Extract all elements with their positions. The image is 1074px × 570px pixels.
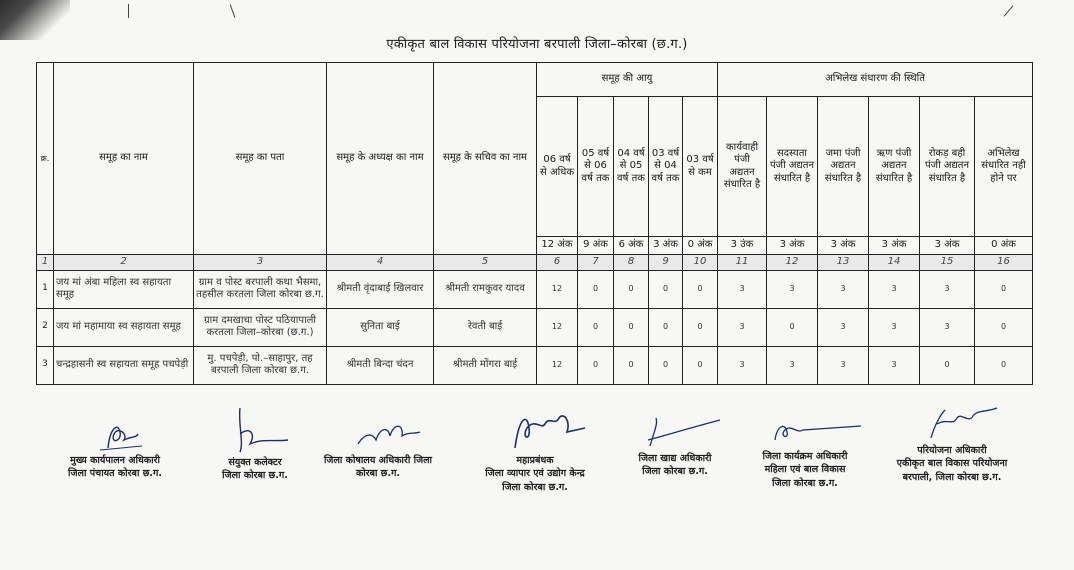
row-value: 3 (869, 308, 920, 346)
row-sn: 2 (37, 308, 54, 346)
signature-title: जिला कोषालय अधिकारी जिला (323, 455, 433, 466)
row-secretary: श्रीमती मोंगरा बाई (434, 346, 537, 384)
marks-cell: 12 अंक (537, 237, 578, 255)
row-value: 0 (614, 270, 649, 308)
signature-office: जिला कोरबा छ.ग. (642, 466, 708, 478)
row-value: 3 (718, 308, 767, 346)
handwritten-signature (328, 414, 428, 454)
row-president: श्रीमती वृंदाबाई खिलवार (327, 270, 434, 308)
index-cell: 14 (869, 255, 920, 271)
row-value: 3 (767, 346, 818, 384)
row-value: 12 (537, 346, 578, 384)
signature-general-manager (460, 408, 610, 494)
marks-cell: 9 अंक (578, 237, 614, 255)
signature-food-officer (610, 412, 740, 479)
row-value: 3 (818, 346, 869, 384)
signature-office: जिला व्यापार एवं उद्योग केन्द्र (485, 468, 585, 480)
marks-cell: 0 अंक (975, 237, 1033, 255)
row-group-name: चन्द्रहासनी स्व सहायता समूह पचपेड़ी (54, 346, 194, 384)
signature-title: जिला कार्यक्रम अधिकारी (762, 451, 848, 462)
row-secretary: रेवती बाई (434, 308, 537, 346)
header-record-col: अभिलेख संधारित नही होने पर (975, 97, 1033, 237)
signature-office: जिला पंचायत कोरबा छ.ग. (68, 468, 162, 480)
signature-title: महाप्रबंधक (516, 455, 554, 466)
signature-office: कोरबा छ.ग. (355, 468, 401, 480)
row-value: 0 (767, 308, 818, 346)
index-cell: 6 (537, 255, 578, 271)
handwritten-signature (620, 412, 730, 452)
row-value: 0 (975, 308, 1033, 346)
row-value: 0 (683, 270, 718, 308)
edge-mark (1004, 5, 1014, 16)
index-cell: 7 (578, 255, 614, 271)
row-value: 0 (975, 270, 1033, 308)
row-value: 0 (683, 308, 718, 346)
edge-mark (128, 4, 129, 18)
edge-mark (230, 4, 236, 17)
header-age-col: 05 वर्ष से 06 वर्ष तक (578, 97, 614, 237)
row-value: 12 (537, 308, 578, 346)
signature-district: जिला कोरबा छ.ग. (772, 477, 838, 489)
header-age-col: 03 वर्ष से कम (683, 97, 718, 237)
row-value: 0 (649, 270, 683, 308)
row-value: 0 (649, 346, 683, 384)
header-record-status: अभिलेख संधारण की स्थिति (718, 63, 1033, 97)
index-cell: 4 (327, 255, 434, 271)
header-record-col: ऋण पंजी अद्यतन संधारित है (869, 97, 920, 237)
header-record-col: जमा पंजी अद्यतन संधारित है (818, 97, 869, 237)
row-value: 0 (649, 308, 683, 346)
self-help-group-table (36, 62, 1033, 385)
handwritten-signature (475, 408, 595, 454)
row-value: 12 (537, 270, 578, 308)
index-cell: 10 (683, 255, 718, 271)
handwritten-signature (210, 404, 300, 456)
row-value: 3 (718, 346, 767, 384)
signature-district: बरपाली, जिला कोरबा छ.ग. (902, 471, 1002, 483)
signature-block (40, 398, 1040, 508)
row-president: सुनिता बाई (327, 308, 434, 346)
header-record-col: रोकड़ बही पंजी अद्यतन संधारित है (920, 97, 975, 237)
row-value: 0 (614, 308, 649, 346)
index-cell: 15 (920, 255, 975, 271)
header-sn: क्र. (37, 63, 54, 255)
index-cell: 13 (818, 255, 869, 271)
signature-title: मुख्य कार्यपालन अधिकारी (70, 455, 160, 466)
signature-title: संयुक्त कलेक्टर (228, 457, 282, 468)
handwritten-signature (80, 418, 150, 454)
row-value: 3 (718, 270, 767, 308)
row-value: 0 (578, 308, 614, 346)
header-president: समूह के अध्यक्ष का नाम (327, 63, 434, 255)
marks-cell: 3 अंक (869, 237, 920, 255)
row-value: 3 (818, 270, 869, 308)
row-value: 0 (975, 346, 1033, 384)
header-record-col: कार्यवाही पंजी अद्यतन संधारित है (718, 97, 767, 237)
row-value: 0 (614, 346, 649, 384)
header-age-col: 04 वर्ष से 05 वर्ष तक (614, 97, 649, 237)
index-cell: 11 (718, 255, 767, 271)
marks-cell: 6 अंक (614, 237, 649, 255)
signature-title: जिला खाद्य अधिकारी (638, 453, 712, 464)
header-age-col: 03 वर्ष से 04 वर्ष तक (649, 97, 683, 237)
index-cell: 5 (434, 255, 537, 271)
index-cell: 1 (37, 255, 54, 271)
document-title: एकीकृत बाल विकास परियोजना बरपाली जिला–कोरबा (छ.ग.) (386, 37, 688, 52)
signature-title: परियोजना अधिकारी (917, 445, 987, 456)
row-value: 0 (578, 270, 614, 308)
row-sn: 1 (37, 270, 54, 308)
row-group-address: मु. पचपेड़ी, पो.–साहापुर, तह बरपाली जिला कोरबा छ.ग. (194, 346, 327, 384)
row-group-name: जय मां महामाया स्व सहायता समूह (54, 308, 194, 346)
row-value: 3 (767, 270, 818, 308)
signature-joint-collector (195, 404, 315, 483)
row-secretary: श्रीमती रामकुवर यादव (434, 270, 537, 308)
row-value: 0 (920, 346, 975, 384)
signature-office: महिला एवं बाल विकास (764, 464, 846, 476)
signature-project-officer (872, 404, 1032, 484)
index-cell: 8 (614, 255, 649, 271)
row-sn: 3 (37, 346, 54, 384)
row-president: श्रीमती बिन्दा चंदन (327, 346, 434, 384)
marks-cell: 3 अंक (649, 237, 683, 255)
marks-cell: 0 अंक (683, 237, 718, 255)
column-index-row (37, 255, 1033, 271)
marks-cell: 3 अंक (920, 237, 975, 255)
marks-cell: 3 उंक (718, 237, 767, 255)
signature-office: जिला कोरबा छ.ग. (222, 470, 288, 482)
index-cell: 12 (767, 255, 818, 271)
index-cell: 9 (649, 255, 683, 271)
signature-district: जिला कोरबा छ.ग. (502, 481, 568, 493)
row-group-address: ग्राम दमखाचा पोस्ट पठियापाली करतला जिला–कोरबा (छ.ग.) (194, 308, 327, 346)
index-cell: 16 (975, 255, 1033, 271)
signature-district-program-officer (730, 410, 880, 490)
marks-cell: 3 अंक (767, 237, 818, 255)
header-record-col: सदस्यता पंजी अद्यतन संधारित है (767, 97, 818, 237)
row-value: 3 (818, 308, 869, 346)
table-row (37, 308, 1033, 346)
row-value: 3 (869, 270, 920, 308)
row-value: 0 (683, 346, 718, 384)
table-row (37, 346, 1033, 384)
row-value: 3 (920, 270, 975, 308)
row-group-name: जय मां अंबा महिला स्व सहायता समूह (54, 270, 194, 308)
header-age-col: 06 वर्ष से अधिक (537, 97, 578, 237)
marks-cell: 3 अंक (818, 237, 869, 255)
index-cell: 2 (54, 255, 194, 271)
handwritten-signature (745, 410, 865, 450)
header-group-name: समूह का नाम (54, 63, 194, 255)
row-value: 3 (920, 308, 975, 346)
index-cell: 3 (194, 255, 327, 271)
signature-treasury-officer (308, 414, 448, 481)
row-value: 0 (578, 346, 614, 384)
table-row (37, 270, 1033, 308)
row-value: 3 (869, 346, 920, 384)
header-secretary: समूह के सचिव का नाम (434, 63, 537, 255)
handwritten-signature (897, 404, 1007, 444)
signature-ceo (40, 418, 190, 481)
signature-office: एकीकृत बाल विकास परियोजना (896, 458, 1008, 470)
header-group-address: समूह का पता (194, 63, 327, 255)
row-group-address: ग्राम व पोस्ट बरपाली कथा भैसमा, तहसील करतला जिला कोरबा छ.ग. (194, 270, 327, 308)
header-group-age: समूह की आयु (537, 63, 718, 97)
